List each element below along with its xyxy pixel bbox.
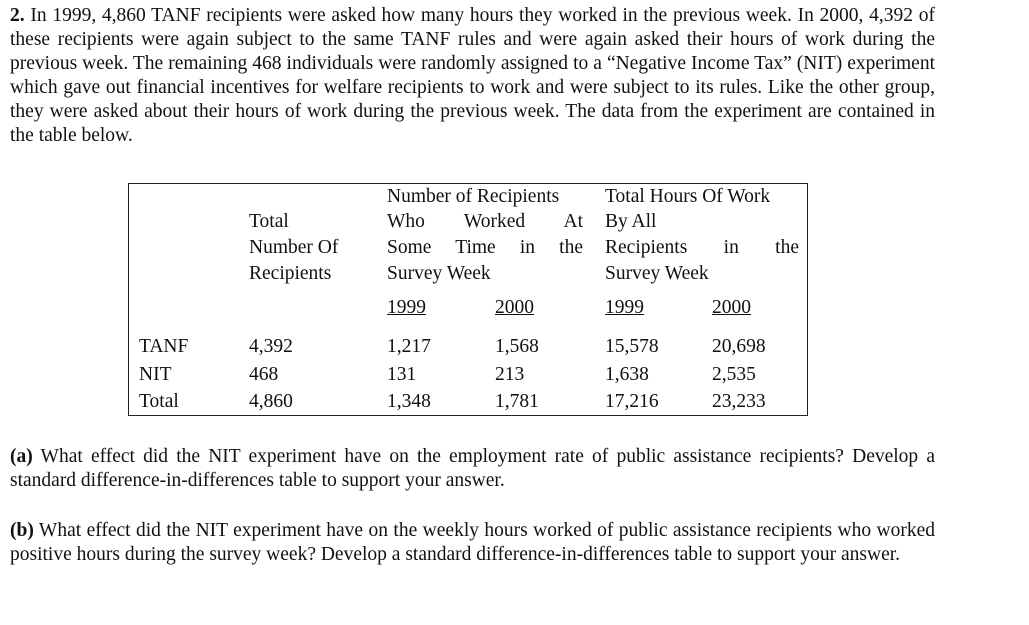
question-b-label: (b) [10, 520, 34, 541]
cell-nit-worked-2000: 213 [495, 364, 525, 385]
cell-total-total: 4,860 [249, 391, 293, 412]
problem-statement [10, 4, 935, 148]
cell-nit-hours-2000: 2,535 [712, 364, 756, 385]
cell-tanf-total: 4,392 [249, 336, 293, 357]
header-line: Recipients [249, 263, 332, 284]
cell-nit-worked-1999: 131 [387, 364, 417, 385]
cell-tanf-hours-1999: 15,578 [605, 336, 659, 357]
header-line: By All [605, 211, 657, 232]
cell-nit-total: 468 [249, 364, 279, 385]
cell-tanf-worked-1999: 1,217 [387, 336, 431, 357]
year-header-worked-2000: 2000 [495, 297, 534, 318]
cell-total-worked-1999: 1,348 [387, 391, 431, 412]
header-line: Total [249, 211, 289, 232]
row-label-total: Total [139, 391, 179, 412]
row-label-nit: NIT [139, 364, 172, 385]
row-label-tanf: TANF [139, 336, 189, 357]
year-header-hours-1999: 1999 [605, 297, 644, 318]
question-a [10, 445, 935, 493]
header-line: Who Worked At [387, 211, 583, 232]
header-line: Total Hours Of Work [605, 186, 771, 207]
problem-text: In 1999, 4,860 TANF recipients were asked how many hours they worked in the previous week. In 2000, 4,392 of these recipients were again subject to the same TANF rules and were again asked their hours of work during the previous week. The remaining 468 individuals were randomly assigned to a “Negative Income Tax” (NIT) experiment which gave out financial incentives for welfare recipients to work and were subject to its rules. Like the other group, they were asked about their hours of work during the previous week. The data from the experiment are contained in the table below. [10, 5, 935, 146]
header-line: Number Of [249, 237, 339, 258]
header-line: Survey Week [605, 263, 709, 284]
question-b [10, 519, 935, 567]
cell-nit-hours-1999: 1,638 [605, 364, 649, 385]
question-a-text: What effect did the NIT experiment have on the employment rate of public assistance recipients? Develop a standard difference-in-differences table to support your answer. [10, 446, 935, 491]
header-line: Some Time in the [387, 237, 583, 258]
header-line: Recipients in the [605, 237, 799, 258]
header-line: Number of Recipients [387, 186, 560, 207]
cell-total-worked-2000: 1,781 [495, 391, 539, 412]
header-line: Survey Week [387, 263, 491, 284]
cell-total-hours-1999: 17,216 [605, 391, 659, 412]
question-b-text: What effect did the NIT experiment have on the weekly hours worked of public assistance recipients who worked positive hours during the survey week? Develop a standard difference-in-differences table to support your answer. [10, 520, 935, 565]
cell-total-hours-2000: 23,233 [712, 391, 766, 412]
cell-tanf-hours-2000: 20,698 [712, 336, 766, 357]
cell-tanf-worked-2000: 1,568 [495, 336, 539, 357]
data-table [128, 183, 808, 416]
question-a-label: (a) [10, 446, 33, 467]
problem-number: 2. [10, 5, 25, 26]
year-header-worked-1999: 1999 [387, 297, 426, 318]
year-header-hours-2000: 2000 [712, 297, 751, 318]
